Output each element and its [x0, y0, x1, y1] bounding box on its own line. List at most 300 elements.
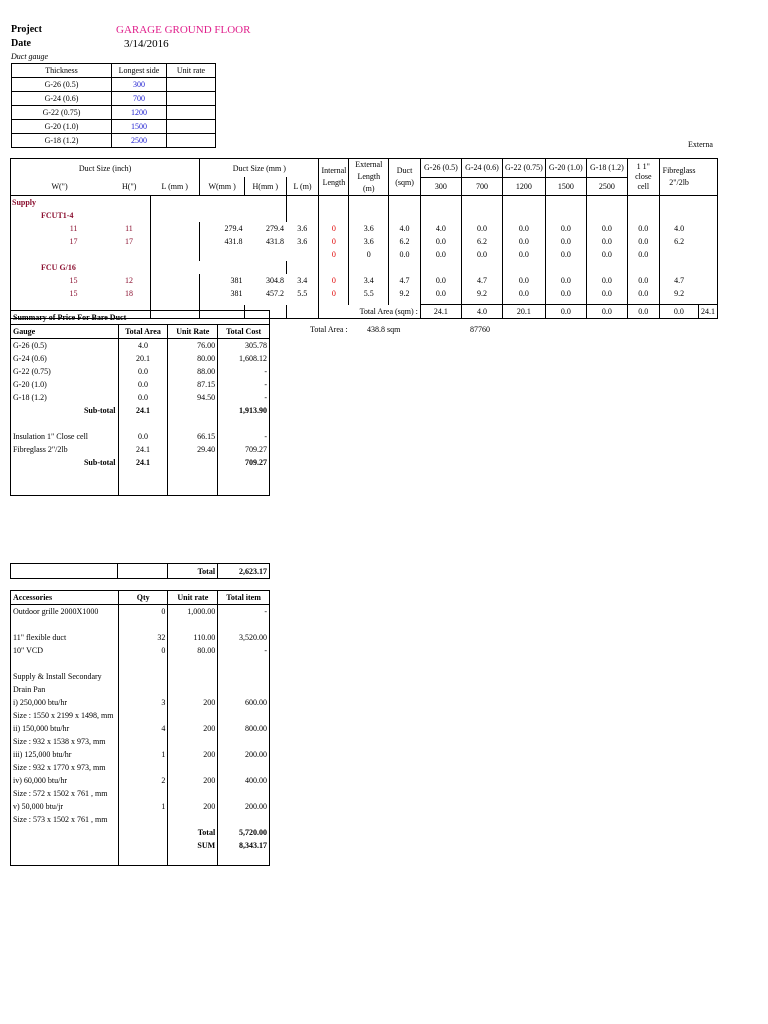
accessory-rate: 80.00 [168, 644, 218, 657]
duct-empty-cell [627, 261, 659, 274]
acc-col-desc: Accessories [13, 593, 53, 602]
duct-fb: 9.2 [659, 287, 698, 300]
duct-empty-cell [286, 261, 319, 274]
duct-g4: 0.0 [545, 274, 586, 287]
accessory-total: 800.00 [218, 722, 270, 735]
duct-h-in: 11 [125, 224, 133, 233]
accessory-total: 200.00 [218, 748, 270, 761]
duct-fb [659, 248, 698, 261]
accessory-total [218, 618, 270, 631]
duct-empty-cell [659, 209, 698, 222]
summary-title: Summary of Price For Bare Duct [13, 313, 127, 322]
duct-h-in: 18 [124, 289, 133, 298]
accessory-row [11, 683, 270, 696]
duct-h-mm: 431.8 [266, 237, 285, 246]
accessory-qty [118, 709, 167, 722]
accessory-total [218, 670, 270, 683]
duct-empty-cell [420, 261, 461, 274]
acc-sum-label: SUM [168, 839, 218, 852]
acc-sum-spacer [118, 839, 167, 852]
duct-g2: 9.2 [461, 287, 502, 300]
duct-h-mm: 279.4 [266, 224, 285, 233]
summary-area: 0.0 [118, 365, 168, 378]
h-gauge-1: G-26 (0.5) [420, 159, 461, 178]
accessory-total [218, 735, 270, 748]
accessory-desc: Size : 572 x 1502 x 761 , mm [13, 789, 108, 798]
duct-g1: 4.0 [420, 222, 461, 235]
duct-group-row [11, 209, 718, 222]
acc-sum-value: 8,343.17 [218, 839, 270, 852]
duct-gauge-label: Duct gauge [11, 52, 49, 61]
accessory-desc: Supply & Install Secondary [13, 672, 102, 681]
duct-external: 3.4 [349, 274, 389, 287]
duct-empty-cell [420, 209, 461, 222]
duct-cc: 0.0 [627, 274, 659, 287]
accessory-qty: 0 [118, 644, 167, 657]
duct-internal: 0 [319, 248, 349, 261]
grand-total-value: 2,623.17 [218, 564, 270, 579]
duct-empty-cell [349, 261, 389, 274]
duct-sqm: 6.2 [389, 235, 421, 248]
summary-rate: 94.50 [168, 391, 218, 404]
accessory-desc: ii) 150,000 btu/hr [13, 724, 70, 733]
duct-g3: 0.0 [503, 287, 546, 300]
h-duct-sqm: Duct (sqm) [389, 159, 421, 196]
duct-g3: 0.0 [503, 248, 546, 261]
duct-g2: 4.7 [461, 274, 502, 287]
gauge-longest: 700 [112, 92, 167, 106]
duct-empty-cell [150, 209, 199, 222]
insulation-rate: 66.15 [168, 430, 218, 443]
duct-group-row [11, 196, 718, 210]
duct-g4: 0.0 [545, 287, 586, 300]
grand-total-label: Total [168, 564, 218, 579]
summary-cost: - [218, 391, 270, 404]
duct-empty-cell [286, 196, 319, 210]
acc-total-spacer [118, 826, 167, 839]
accessory-total [218, 787, 270, 800]
duct-w-in: 15 [69, 289, 78, 298]
accessory-rate [168, 761, 218, 774]
duct-row [11, 222, 718, 235]
duct-w-in: 15 [69, 276, 78, 285]
duct-g5: 0.0 [586, 222, 627, 235]
accessory-rate: 1,000.00 [168, 605, 218, 619]
gauge-table [11, 63, 216, 148]
accessory-row [11, 813, 270, 826]
h-gauge-5-val: 2500 [586, 177, 627, 196]
duct-g1: 0.0 [420, 287, 461, 300]
duct-empty-cell [200, 196, 245, 210]
h-gauge-4: G-20 (1.0) [545, 159, 586, 178]
duct-total-g2: 20.1 [503, 305, 546, 319]
insulation-row [11, 430, 270, 443]
accessory-row [11, 800, 270, 813]
duct-external: 3.6 [349, 235, 389, 248]
duct-table [10, 158, 718, 319]
duct-empty-cell [659, 196, 698, 210]
duct-external: 3.6 [349, 222, 389, 235]
summary-gauge: G-20 (1.0) [13, 380, 47, 389]
insulation-rate: 29.40 [168, 443, 218, 456]
summary-table [10, 310, 270, 496]
duct-empty-cell [150, 261, 199, 274]
insulation-name: Insulation 1" Close cell [13, 432, 89, 441]
acc-total-spacer [11, 826, 119, 839]
accessory-qty [118, 735, 167, 748]
col-longest-side: Longest side [112, 64, 167, 78]
insulation-row [11, 443, 270, 456]
accessory-desc: Size : 1550 x 2199 x 1498, mm [13, 711, 114, 720]
h-h-in: H(") [122, 181, 137, 191]
gauge-longest: 1500 [112, 120, 167, 134]
accessory-qty [118, 670, 167, 683]
accessory-qty: 3 [118, 696, 167, 709]
date-value: 3/14/2016 [124, 38, 169, 50]
summary-row [11, 378, 270, 391]
duct-empty-cell [319, 196, 349, 210]
acc-col-rate: Unit rate [168, 591, 218, 605]
insulation-name: Fibreglass 2"/2lb [13, 445, 68, 454]
duct-sqm: 9.2 [389, 287, 421, 300]
subtotal2-spacer [168, 456, 218, 469]
accessory-rate [168, 735, 218, 748]
duct-empty-cell [461, 209, 502, 222]
duct-empty-cell [108, 261, 150, 274]
project-value: GARAGE GROUND FLOOR [116, 24, 251, 36]
accessory-total: - [218, 605, 270, 619]
accessory-rate [168, 787, 218, 800]
duct-g5: 0.0 [586, 274, 627, 287]
duct-empty-cell [389, 209, 421, 222]
accessory-rate [168, 657, 218, 670]
duct-empty-cell [200, 261, 245, 274]
summary-rate: 87.15 [168, 378, 218, 391]
accessory-row [11, 657, 270, 670]
gauge-thickness: G-18 (1.2) [12, 134, 112, 148]
accessory-total [218, 709, 270, 722]
summary-col-area: Total Area [118, 325, 168, 339]
subtotal2-cost: 709.27 [218, 456, 270, 469]
duct-h-in [108, 248, 150, 261]
duct-g5: 0.0 [586, 248, 627, 261]
duct-g4: 0.0 [545, 248, 586, 261]
duct-fb: 4.0 [659, 222, 698, 235]
summary-area: 20.1 [118, 352, 168, 365]
accessory-total: 3,520.00 [218, 631, 270, 644]
insulation-cost: - [218, 430, 270, 443]
duct-l-m: 3.4 [297, 276, 308, 285]
summary-rate: 76.00 [168, 339, 218, 353]
accessory-desc: Drain Pan [13, 685, 46, 694]
duct-g3: 0.0 [503, 222, 546, 235]
accessory-desc: Outdoor grille 2000X1000 [13, 607, 99, 616]
accessory-row [11, 761, 270, 774]
h-external-length: External Length (m) [349, 159, 389, 196]
accessory-total: 600.00 [218, 696, 270, 709]
acc-pad [218, 852, 270, 866]
summary-row [11, 365, 270, 378]
accessory-qty [118, 618, 167, 631]
accessory-total: 400.00 [218, 774, 270, 787]
summary-cost: 305.78 [218, 339, 270, 353]
accessory-rate [168, 670, 218, 683]
gauge-longest: 1200 [112, 106, 167, 120]
accessory-qty: 2 [118, 774, 167, 787]
acc-pad [118, 852, 167, 866]
duct-empty-cell [627, 196, 659, 210]
duct-supply-label: Supply [12, 198, 37, 207]
duct-h-mm [245, 248, 287, 261]
spacer-cell [11, 469, 119, 496]
accessory-qty [118, 761, 167, 774]
duct-empty-cell [286, 305, 319, 319]
h-gauge-4-val: 1500 [545, 177, 586, 196]
duct-h-mm: 457.2 [266, 289, 285, 298]
duct-external: 0 [349, 248, 389, 261]
subtotal-area: 24.1 [118, 404, 168, 417]
duct-total-g1: 4.0 [461, 305, 502, 319]
duct-h-in: 12 [124, 276, 133, 285]
duct-row [11, 287, 718, 300]
duct-internal: 0 [319, 274, 349, 287]
acc-col-total: Total item [218, 591, 270, 605]
gauge-rate [167, 106, 216, 120]
duct-group-row [11, 261, 718, 274]
accessory-total [218, 761, 270, 774]
gauge-rate [167, 120, 216, 134]
duct-fb: 6.2 [659, 235, 698, 248]
accessory-row [11, 774, 270, 787]
summary-rate: 88.00 [168, 365, 218, 378]
spacer-cell [168, 469, 218, 496]
duct-total-fb: 24.1 [699, 305, 718, 319]
duct-internal: 0 [319, 287, 349, 300]
duct-empty-cell [286, 209, 319, 222]
duct-l-mm [150, 287, 199, 300]
duct-empty-cell [245, 209, 287, 222]
duct-total-cc: 0.0 [659, 305, 698, 319]
spacer-cell [118, 469, 168, 496]
summary-row [11, 352, 270, 365]
summary-col-gauge: Gauge [13, 327, 36, 336]
h-w-mm: W(mm ) [208, 181, 236, 191]
duct-g1: 0.0 [420, 248, 461, 261]
accessory-rate [168, 683, 218, 696]
duct-l-m [286, 248, 319, 261]
duct-empty-cell [319, 209, 349, 222]
accessory-desc: iv) 60,000 btu/hr [13, 776, 67, 785]
duct-internal: 0 [319, 222, 349, 235]
duct-empty-cell [545, 209, 586, 222]
duct-empty-cell [245, 261, 287, 274]
summary-col-rate: Unit Rate [168, 325, 218, 339]
duct-empty-cell [245, 196, 287, 210]
accessories-table [10, 590, 270, 866]
summary-cost: 1,608.12 [218, 352, 270, 365]
h-l-mm: L (mm ) [150, 177, 199, 196]
h-internal-length: Internal Length [319, 159, 349, 196]
accessory-desc [11, 657, 119, 670]
duct-w-mm: 381 [200, 274, 245, 287]
spacer-cell [218, 469, 270, 496]
duct-g5: 0.0 [586, 287, 627, 300]
duct-empty-cell [586, 196, 627, 210]
duct-g3: 0.0 [503, 235, 546, 248]
accessory-desc: 10" VCD [13, 646, 44, 655]
summary-gauge: G-24 (0.6) [13, 354, 47, 363]
accessory-row [11, 787, 270, 800]
duct-w-mm [200, 248, 245, 261]
duct-g2: 0.0 [461, 248, 502, 261]
summary-area: 4.0 [118, 339, 168, 353]
duct-g3: 0.0 [503, 274, 546, 287]
h-duct-mm: Duct Size (mm ) [200, 159, 319, 178]
gauge-rate [167, 78, 216, 92]
duct-group-fcug: FCU G/16 [41, 263, 76, 272]
gauge-thickness: G-24 (0.6) [12, 92, 112, 106]
acc-pad [168, 852, 218, 866]
h-fibreglass: Fibreglass 2"/2lb [662, 166, 696, 187]
duct-g2: 6.2 [461, 235, 502, 248]
duct-w-in [11, 248, 109, 261]
col-thickness: Thickness [12, 64, 112, 78]
gauge-thickness: G-20 (1.0) [12, 120, 112, 134]
duct-g4: 0.0 [545, 222, 586, 235]
duct-w-mm: 431.8 [200, 235, 245, 248]
summary-rate: 80.00 [168, 352, 218, 365]
duct-l-mm [150, 222, 199, 235]
accessory-qty: 0 [118, 605, 167, 619]
accessory-row [11, 670, 270, 683]
accessory-row [11, 735, 270, 748]
accessory-desc: Size : 932 x 1538 x 973, mm [13, 737, 106, 746]
duct-row [11, 274, 718, 287]
duct-total-duct: 24.1 [420, 305, 461, 319]
accessory-qty: 1 [118, 800, 167, 813]
accessory-rate: 200 [168, 748, 218, 761]
accessory-rate: 110.00 [168, 631, 218, 644]
duct-total-g3: 0.0 [545, 305, 586, 319]
h-gauge-5: G-18 (1.2) [586, 159, 627, 178]
duct-w-in: 17 [69, 237, 78, 246]
duct-empty-cell [349, 196, 389, 210]
summary-col-cost: Total Cost [218, 325, 270, 339]
acc-sum-spacer [11, 839, 119, 852]
duct-g5: 0.0 [586, 235, 627, 248]
duct-total-label: Total Area (sqm) : [319, 305, 420, 319]
duct-sqm: 4.0 [389, 222, 421, 235]
accessory-desc: Size : 932 x 1770 x 973, mm [13, 763, 106, 772]
duct-empty-cell [503, 196, 546, 210]
grand-spacer [118, 564, 168, 579]
summary-cost: - [218, 365, 270, 378]
duct-w-in: 11 [69, 224, 78, 233]
accessory-total [218, 813, 270, 826]
subtotal2-area: 24.1 [118, 456, 168, 469]
acc-col-qty: Qty [118, 591, 167, 605]
accessory-rate: 200 [168, 696, 218, 709]
accessory-desc: iii) 125,000 btu/hr [13, 750, 72, 759]
duct-g1: 0.0 [420, 274, 461, 287]
duct-l-mm [150, 274, 199, 287]
subtotal2-label: Sub-total [83, 458, 116, 467]
insulation-cost: 709.27 [218, 443, 270, 456]
acc-pad [11, 852, 119, 866]
h-gauge-2-val: 700 [461, 177, 502, 196]
accessory-qty [118, 813, 167, 826]
accessory-qty [118, 683, 167, 696]
duct-l-mm [150, 235, 199, 248]
accessory-desc: Size : 573 x 1502 x 761 , mm [13, 815, 108, 824]
gauge-longest: 300 [112, 78, 167, 92]
total-area-extra: 87760 [470, 325, 490, 334]
accessory-row [11, 709, 270, 722]
accessory-qty [118, 787, 167, 800]
accessory-total: - [218, 644, 270, 657]
spacer-cell [118, 417, 168, 430]
duct-g2: 0.0 [461, 222, 502, 235]
spacer-cell [218, 417, 270, 430]
duct-w-mm: 381 [200, 287, 245, 300]
total-area-value: 438.8 sqm [367, 325, 401, 334]
duct-empty-cell [503, 261, 546, 274]
duct-empty-cell [420, 196, 461, 210]
duct-l-m: 5.5 [297, 289, 308, 298]
duct-empty-cell [461, 261, 502, 274]
accessory-rate [168, 813, 218, 826]
accessory-row [11, 605, 270, 619]
gauge-longest: 2500 [112, 134, 167, 148]
accessory-total [218, 683, 270, 696]
accessory-rate [168, 618, 218, 631]
duct-row [11, 248, 718, 261]
spacer-cell [11, 417, 119, 430]
duct-internal: 0 [319, 235, 349, 248]
accessory-rate: 200 [168, 774, 218, 787]
accessory-total: 200.00 [218, 800, 270, 813]
summary-area: 0.0 [118, 378, 168, 391]
duct-l-mm [150, 248, 199, 261]
duct-total-g4: 0.0 [586, 305, 627, 319]
total-area-label: Total Area : [310, 325, 348, 334]
accessory-desc: i) 250,000 btu/hr [13, 698, 67, 707]
duct-empty-cell [389, 261, 421, 274]
subtotal-spacer [168, 404, 218, 417]
gauge-thickness: G-22 (0.75) [12, 106, 112, 120]
accessory-desc [11, 618, 119, 631]
grand-total-table [10, 563, 270, 579]
summary-gauge: G-22 (0.75) [13, 367, 51, 376]
duct-empty-cell [461, 196, 502, 210]
h-l-m: L (m) [286, 177, 319, 196]
summary-gauge: G-26 (0.5) [13, 341, 47, 350]
acc-total-value: 5,720.00 [218, 826, 270, 839]
duct-cc: 0.0 [627, 248, 659, 261]
duct-empty-cell [108, 196, 150, 210]
gauge-rate [167, 92, 216, 106]
subtotal-label: Sub-total [83, 406, 116, 415]
accessory-qty: 32 [118, 631, 167, 644]
duct-empty-cell [659, 261, 698, 274]
duct-group-fcut: FCUT1-4 [41, 211, 74, 220]
accessory-row [11, 631, 270, 644]
duct-g1: 0.0 [420, 235, 461, 248]
accessory-rate: 200 [168, 800, 218, 813]
duct-h-mm: 304.8 [266, 276, 285, 285]
duct-cc: 0.0 [627, 287, 659, 300]
duct-total-g5: 0.0 [627, 305, 659, 319]
